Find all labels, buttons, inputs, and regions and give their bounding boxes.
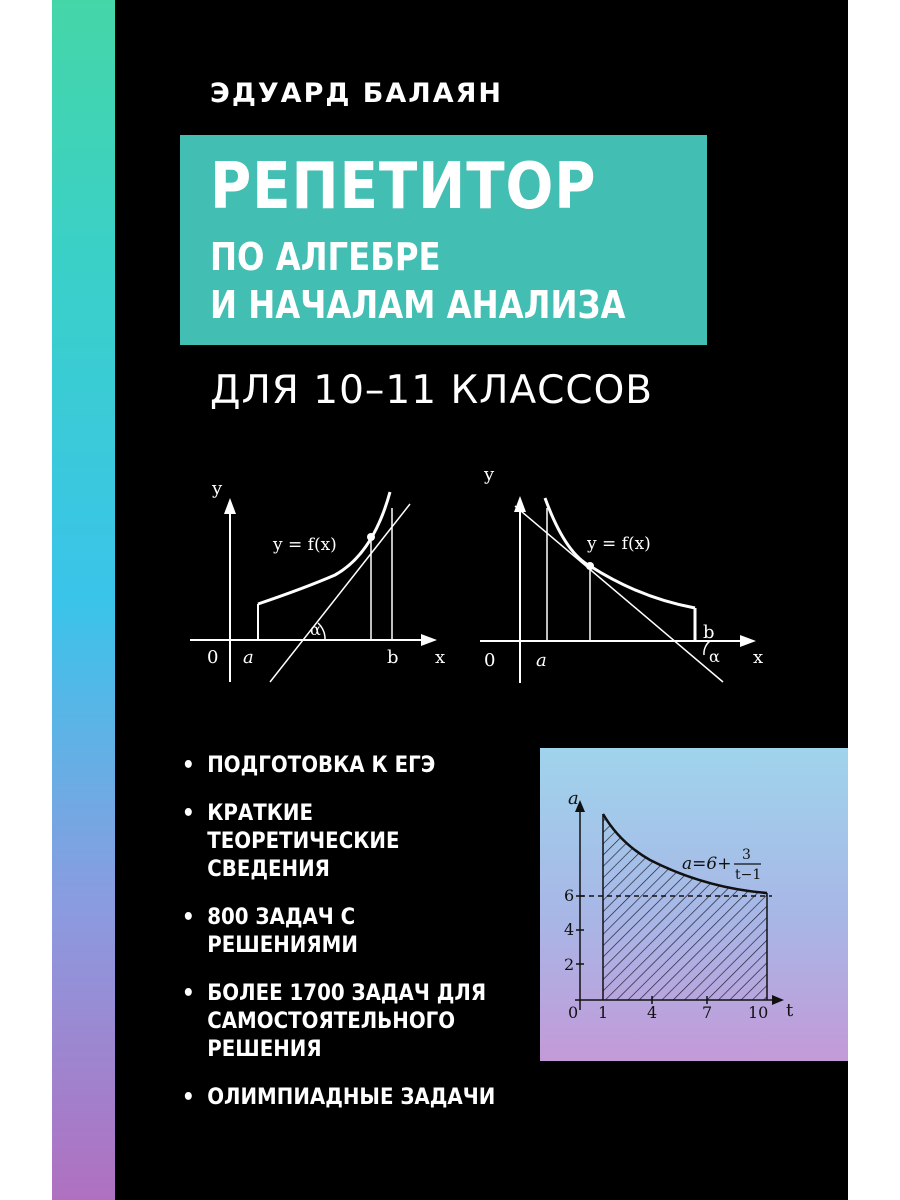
function-label: y = f(x): [587, 534, 651, 554]
point-b-label: b: [387, 647, 399, 668]
x-tick-label-0: 0: [568, 1003, 579, 1022]
formula-lhs: a=6+: [682, 854, 732, 874]
grade-label: ДЛЯ 10–11 КЛАССОВ: [210, 368, 654, 413]
inset-area-diagram: [540, 748, 848, 1061]
diagram-increasing-function: [185, 470, 460, 695]
x-tick-label-1: 1: [598, 1003, 609, 1022]
function-label: y = f(x): [273, 535, 337, 555]
feature-item: [182, 904, 506, 960]
y-axis-arrow: [224, 498, 236, 514]
origin-label: 0: [207, 647, 219, 668]
origin-label: 0: [484, 650, 496, 671]
angle-label: α: [709, 647, 720, 666]
angle-label: α: [310, 620, 321, 639]
feature-line: ОЛИМПИАДНЫЕ ЗАДАЧИ: [207, 1085, 496, 1110]
bullet-icon: •: [182, 905, 195, 930]
x-tick-label-10: 10: [748, 1003, 769, 1022]
title-line-3: И НАЧАЛАМ АНАЛИЗА: [210, 283, 626, 327]
y-axis-label: y: [484, 464, 495, 485]
feature-item: [182, 752, 506, 780]
author-name: ЭДУАРД БАЛАЯН: [210, 78, 503, 109]
feature-list: [182, 752, 542, 1132]
shaded-area: [603, 814, 767, 1000]
feature-item: [182, 1084, 506, 1112]
y-tick-label-2: 2: [564, 955, 575, 974]
point-a-label: a: [243, 647, 254, 668]
diagram-decreasing-function: [470, 458, 780, 693]
title-main: РЕПЕТИТОР: [210, 150, 597, 224]
feature-item: [182, 800, 506, 884]
t-axis-label: t: [786, 1000, 794, 1021]
x-axis-label: x: [753, 647, 764, 668]
bullet-icon: •: [182, 753, 195, 778]
a-axis-label: a: [568, 788, 579, 809]
feature-line: ПОДГОТОВКА К ЕГЭ: [207, 753, 436, 778]
tangent-point: [586, 562, 594, 570]
x-axis-arrow: [421, 634, 437, 646]
point-a-label: a: [536, 650, 547, 671]
formula-numerator: 3: [742, 847, 751, 863]
y-tick-label-4: 4: [564, 920, 575, 939]
point-b-label: b: [703, 622, 715, 643]
feature-item: [182, 980, 506, 1064]
feature-line: КРАТКИЕ ТЕОРЕТИЧЕСКИЕ: [207, 801, 400, 854]
x-tick-label-4: 4: [647, 1003, 658, 1022]
inset-graph-panel: [540, 748, 848, 1061]
bullet-icon: •: [182, 981, 195, 1006]
title-line-2: ПО АЛГЕБРЕ: [210, 235, 441, 279]
t-axis-arrow: [772, 995, 784, 1005]
formula-denominator: t−1: [735, 867, 762, 883]
bullet-icon: •: [182, 1085, 195, 1110]
feature-line: РЕШЕНИЯ: [207, 1037, 322, 1062]
bullet-icon: •: [182, 801, 195, 826]
tangent-point: [367, 533, 375, 541]
y-axis-label: y: [212, 478, 223, 499]
feature-line: СВЕДЕНИЯ: [207, 857, 330, 882]
feature-line: 800 ЗАДАЧ С РЕШЕНИЯМИ: [207, 905, 358, 958]
x-tick-label-7: 7: [702, 1003, 713, 1022]
x-axis-arrow: [740, 635, 756, 647]
gradient-spine-stripe: [52, 0, 115, 1200]
feature-line: БОЛЕЕ 1700 ЗАДАЧ ДЛЯ: [207, 981, 487, 1006]
feature-line: САМОСТОЯТЕЛЬНОГО: [207, 1009, 456, 1034]
y-tick-label-6: 6: [564, 886, 575, 905]
x-axis-label: x: [435, 647, 446, 668]
